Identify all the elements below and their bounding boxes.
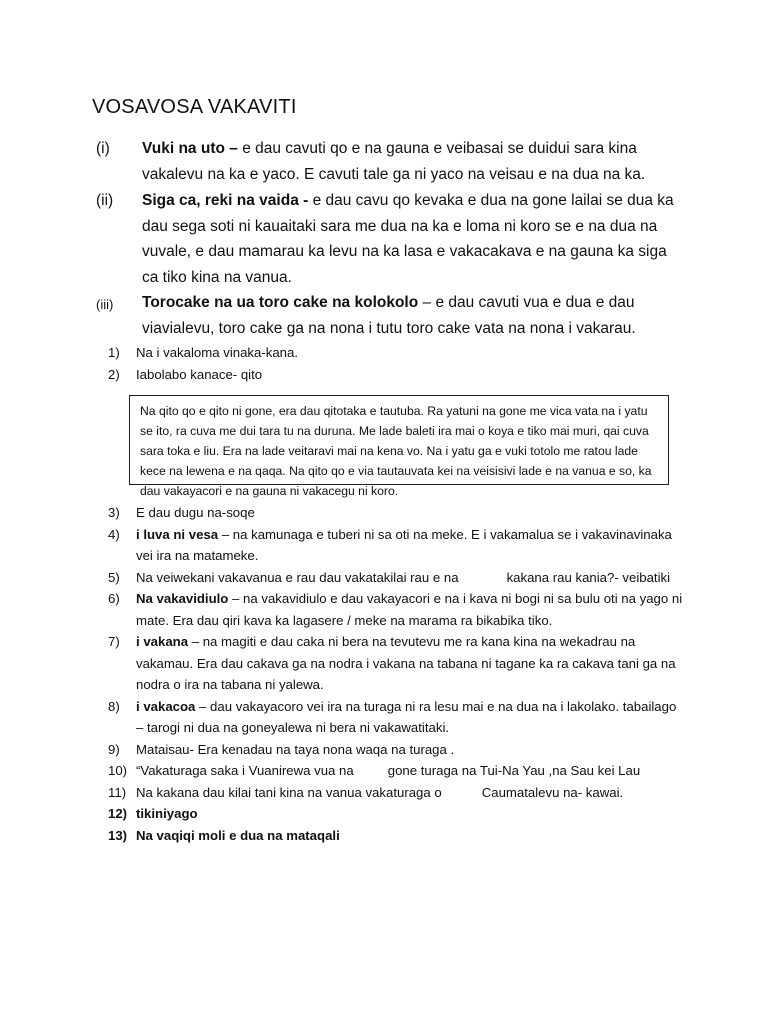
list-term: Na vaqiqi moli e dua na mataqali bbox=[136, 827, 340, 843]
term-bold: Siga ca, reki na vaida - bbox=[142, 192, 309, 209]
numbered-list-top bbox=[108, 342, 683, 385]
term-bold: Vuki na uto – bbox=[142, 140, 238, 157]
list-text: Na i vakaloma vinaka-kana. bbox=[136, 345, 298, 360]
list-item bbox=[108, 739, 683, 761]
list-number: 9) bbox=[108, 741, 120, 757]
list-text: Mataisau- Era kenadau na taya nona waqa na turaga . bbox=[136, 741, 455, 757]
list-number: 7) bbox=[108, 634, 120, 649]
list-item bbox=[108, 631, 683, 696]
list-term: i vakana bbox=[136, 634, 189, 649]
list-text-continued: kakana rau kania?- veibatiki bbox=[506, 569, 671, 585]
list-text: – na vakavidiulo e dau vakayacori e na i kava ni bogi ni sa bulu oti na yago ni mate. Era dau qiri kava ka lagasere / meke na marama ra bikabika tiko. bbox=[136, 591, 683, 628]
term-definition: – e dau cavuti vua e dua e dau viavialevu, toro cake ga na nona i tutu toro cake vata na nona i vakarau. bbox=[142, 294, 636, 337]
list-item bbox=[108, 803, 683, 825]
list-text: E dau dugu na-soqe bbox=[136, 505, 255, 520]
game-description-box bbox=[129, 395, 669, 498]
list-item bbox=[108, 696, 683, 739]
document-title: VOSAVOSA VAKAVITI bbox=[92, 96, 297, 118]
list-number: 12) bbox=[108, 806, 128, 821]
list-text: – dau vakayacoro vei ira na turaga ni ra lesu mai e na dua na i lakolako. tabailago – tarogi ni dua na goneyalewa ni bera ni vakawatitaki. bbox=[136, 698, 677, 735]
list-text: – na magiti e dau caka ni bera na tevutevu me ra kana kina na wekadrau na vakamau. Era dau cakava ga na nodra i vakana na tabana ni tagane ka ra cakava tani ga na nodra o ira na tabana ni yalewa. bbox=[136, 634, 676, 692]
list-number: 1) bbox=[108, 345, 120, 360]
list-item bbox=[108, 588, 683, 631]
term-definition: e dau cavuti qo e na gauna e veibasai se duidui sara kina vakalevu na ka e yaco. E cavuti tale ga ni yaco na veisau e na dua na ka. bbox=[142, 140, 646, 183]
list-number: 4) bbox=[108, 526, 120, 542]
list-text: Iabolabo kanace- qito bbox=[136, 366, 263, 382]
list-number: 5) bbox=[108, 569, 120, 585]
list-text: Na veiwekani vakavanua e rau dau vakatakilai rau e na bbox=[136, 569, 459, 585]
roman-item-i bbox=[96, 136, 676, 187]
list-number: 2) bbox=[108, 366, 120, 382]
list-term: tikiniyago bbox=[136, 806, 198, 821]
list-text-continued: Caumatalevu na- kawai. bbox=[481, 784, 624, 800]
list-number: 11) bbox=[108, 784, 127, 800]
list-item bbox=[108, 364, 683, 386]
list-text: “Vakaturaga saka i Vuanirewa vua na bbox=[136, 763, 354, 778]
list-text: – na kamunaga e tuberi ni sa oti na meke. E i vakamalua se i vakavinavinaka vei ira na matameke. bbox=[136, 526, 672, 563]
list-term: i luva ni vesa bbox=[136, 526, 219, 542]
list-item bbox=[108, 567, 683, 589]
list-text-continued: gone turaga na Tui-Na Yau ,na Sau kei Lau bbox=[387, 763, 641, 778]
numbered-list-bottom bbox=[108, 502, 683, 846]
list-number: 10) bbox=[108, 763, 128, 778]
roman-numeral: (ii) bbox=[96, 192, 114, 209]
list-text: Na kakana dau kilai tani kina na vanua vakaturaga o bbox=[136, 784, 442, 800]
list-item bbox=[108, 342, 683, 364]
list-number: 13) bbox=[108, 827, 128, 843]
box-paragraph: Na qito qo e qito ni gone, era dau qitotaka e tautuba. Ra yatuni na gone me vica vata na i yatu se ito, ra cuva me dui tara tu na duruna. Me lade baleti ira mai o koya e tiko mai muri, qai cuva sara toka e liu. Era na lade veitaravi mai na kena vo. Na i yatu ga e vuki totolo me ratou lade kece na lewena e na qaqa. Na qito qo e via tautauvata kei na veisisivi lade e na vanua e so, ka dau vakayacori e na gauna ni vakacegu ni koro. bbox=[140, 404, 652, 498]
list-number: 6) bbox=[108, 591, 120, 606]
list-number: 8) bbox=[108, 698, 120, 714]
list-item bbox=[108, 760, 683, 782]
term-definition: e dau cavu qo kevaka e dua na gone lailai se dua ka dau sega soti ni kauaitaki sara me dua na ka e loma ni koro se e na dua na vuvale, e dau mamarau ka levu na ka lasa e vakacakava e na gauna ka siga ca tiko kina na vanua. bbox=[142, 192, 674, 286]
roman-item-ii bbox=[96, 188, 676, 290]
term-bold: Torocake na ua toro cake na kolokolo bbox=[142, 294, 419, 311]
list-number: 3) bbox=[108, 505, 120, 520]
list-item bbox=[108, 825, 683, 847]
roman-item-iii bbox=[96, 290, 676, 341]
list-term: i vakacoa bbox=[136, 698, 196, 714]
list-item bbox=[108, 782, 683, 804]
roman-numeral: (iii) bbox=[96, 297, 114, 312]
list-item bbox=[108, 502, 683, 524]
list-item bbox=[108, 524, 683, 567]
list-term: Na vakavidiulo bbox=[136, 591, 229, 606]
roman-numeral: (i) bbox=[96, 140, 110, 157]
